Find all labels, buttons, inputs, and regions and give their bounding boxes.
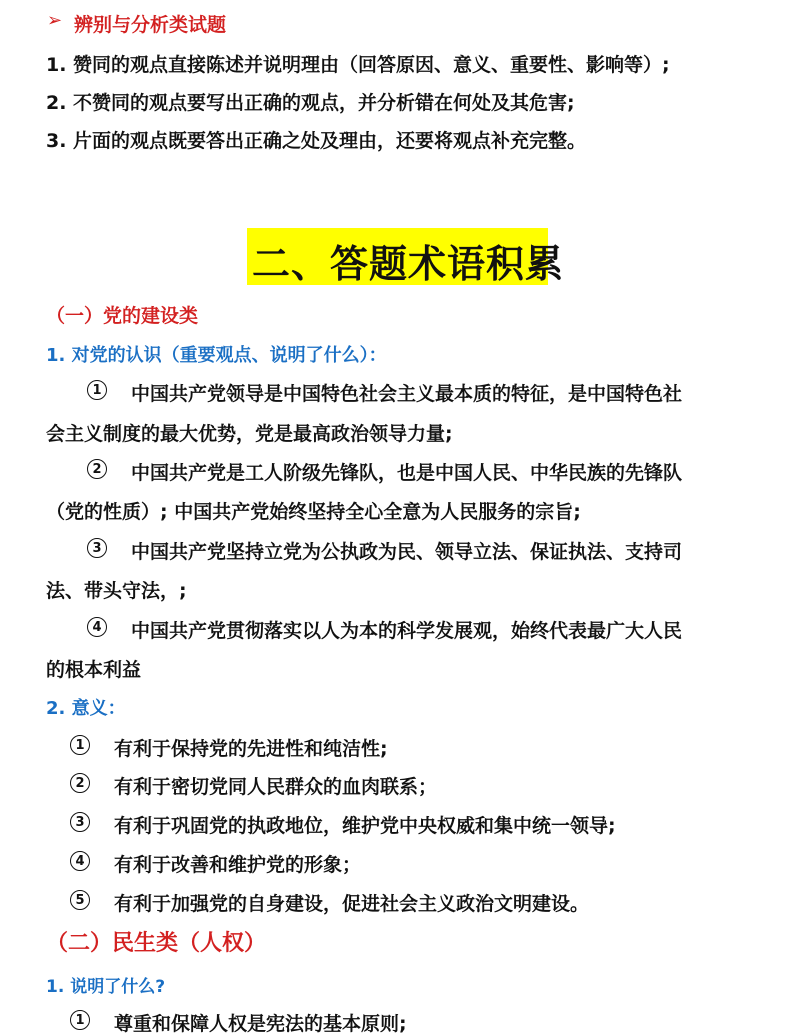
item-text-line1: 中国共产党坚持立党为公执政为民、领导立法、保证执法、支持司 (131, 541, 683, 563)
item-text-line1: 中国共产党是工人阶级先锋队，也是中国人民、中华民族的先锋队 (131, 462, 683, 484)
item-text-line2: 的根本利益 (46, 659, 142, 681)
list-item (70, 1008, 90, 1030)
item-text: 有利于改善和维护党的形象； (114, 854, 362, 876)
page-title: 二、答题术语积累 (252, 242, 565, 286)
part1-q2-label: 2. 意义： (46, 698, 126, 719)
part1-q1-label: 1. 对党的认识（重要观点、说明了什么）： (46, 345, 387, 366)
circled-number-icon: 4 (70, 851, 90, 871)
item-text-line2: 会主义制度的最大优势，党是最高政治领导力量; (46, 423, 453, 445)
circled-number-icon: 2 (70, 773, 90, 793)
list-item: 2. 不赞同的观点要写出正确的观点，并分析错在何处及其危害; (46, 92, 575, 114)
item-text: 有利于巩固党的执政地位，维护党中央权威和集中统一领导; (114, 815, 616, 837)
list-item (70, 771, 90, 793)
part2-q1-label: 1. 说明了什么? (46, 977, 166, 997)
section-heading: 辨别与分析类试题 (74, 14, 227, 36)
circled-number-icon: 5 (70, 890, 90, 910)
list-item (70, 733, 90, 755)
circled-number-icon: 1 (70, 1010, 90, 1030)
circled-number-icon: 4 (87, 617, 107, 637)
list-item: 3. 片面的观点既要答出正确之处及理由，还要将观点补充完整。 (46, 130, 587, 152)
circled-number-icon: 3 (87, 538, 107, 558)
item-text: 尊重和保障人权是宪法的基本原则; (114, 1013, 407, 1035)
item-text: 有利于保持党的先进性和纯洁性; (114, 738, 388, 760)
item-text: 有利于加强党的自身建设，促进社会主义政治文明建设。 (114, 893, 590, 915)
list-item (70, 810, 90, 832)
item-text-line1: 中国共产党领导是中国特色社会主义最本质的特征，是中国特色社 (131, 383, 683, 405)
part2-heading: （二）民生类（人权） (46, 931, 267, 956)
list-item: 1. 赞同的观点直接陈述并说明理由（回答原因、意义、重要性、影响等）; (46, 54, 670, 76)
part1-heading: （一）党的建设类 (46, 305, 199, 327)
list-item (70, 888, 90, 910)
item-text-line1: 中国共产党贯彻落实以人为本的科学发展观，始终代表最广大人民 (131, 620, 683, 642)
list-item (87, 457, 107, 479)
circled-number-icon: 1 (87, 380, 107, 400)
item-text-line2: 法、带头守法，; (46, 580, 187, 602)
list-item (70, 849, 90, 871)
circled-number-icon: 3 (70, 812, 90, 832)
list-item (87, 536, 107, 558)
item-text-line2: （党的性质）; 中国共产党始终坚持全心全意为人民服务的宗旨; (46, 501, 581, 523)
item-text: 有利于密切党同人民群众的血肉联系； (114, 776, 438, 798)
circled-number-icon: 2 (87, 459, 107, 479)
circled-number-icon: 1 (70, 735, 90, 755)
list-item (87, 378, 107, 400)
list-item (87, 615, 107, 637)
arrow-bullet-icon: ➢ (47, 10, 63, 31)
